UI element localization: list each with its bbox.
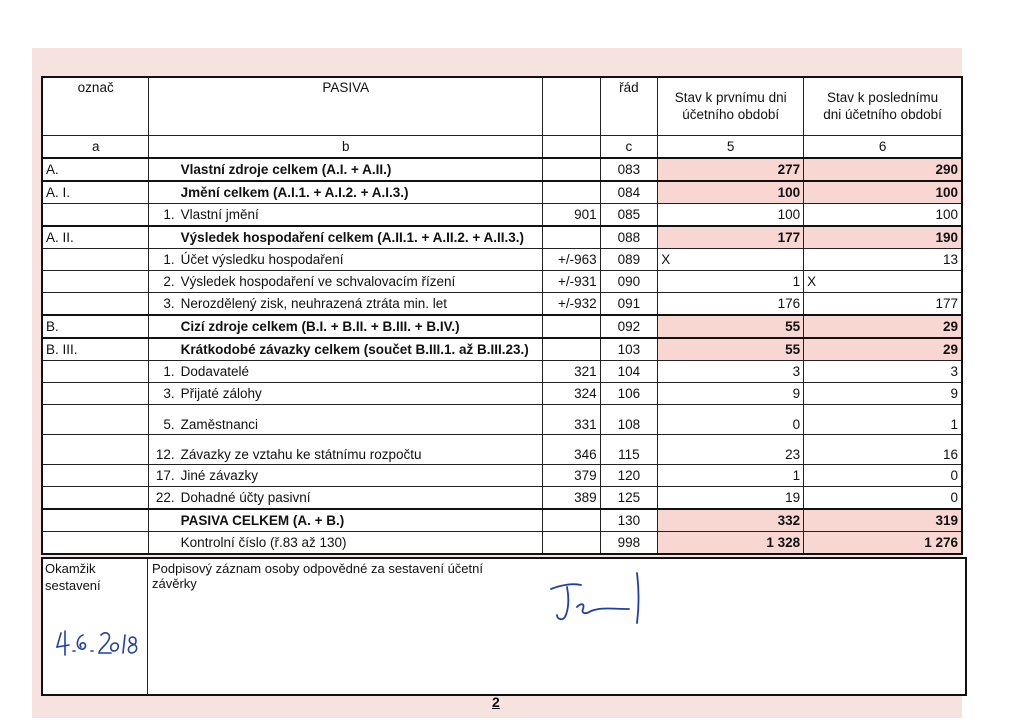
row-oznac: A. II. bbox=[42, 226, 149, 249]
row-account: 379 bbox=[543, 464, 601, 486]
row-value-first: X bbox=[658, 248, 804, 270]
row-value-last: X bbox=[804, 270, 962, 292]
row-value-last: 9 bbox=[804, 382, 962, 404]
row-value-first: 23 bbox=[658, 434, 804, 464]
row-value-first: 9 bbox=[658, 382, 804, 404]
row-value-first: 100 bbox=[658, 181, 804, 204]
row-oznac: B. bbox=[42, 315, 149, 338]
row-number bbox=[149, 226, 178, 249]
row-value-first: 55 bbox=[658, 315, 804, 338]
row-label: Výsledek hospodaření celkem (A.II.1. + A.II.2. + A.II.3.) bbox=[178, 226, 543, 249]
row-rad: 088 bbox=[600, 226, 658, 249]
row-oznac bbox=[42, 248, 149, 270]
row-number: 3. bbox=[149, 382, 178, 404]
row-account: 389 bbox=[543, 486, 601, 509]
row-oznac: A. I. bbox=[42, 181, 149, 204]
row-number: 3. bbox=[149, 292, 178, 315]
row-value-first: 177 bbox=[658, 226, 804, 249]
row-label: Výsledek hospodaření ve schvalovacím řízení bbox=[178, 270, 543, 292]
row-number: 22. bbox=[149, 486, 178, 509]
row-value-last: 100 bbox=[804, 203, 962, 226]
row-rad: 089 bbox=[600, 248, 658, 270]
row-value-first: 332 bbox=[658, 509, 804, 532]
balance-sheet-pasiva bbox=[41, 76, 963, 555]
table-row bbox=[42, 404, 962, 434]
row-value-last: 177 bbox=[804, 292, 962, 315]
col-letter-a bbox=[42, 135, 149, 158]
row-number: 17. bbox=[149, 464, 178, 486]
header-stav-first bbox=[658, 77, 804, 135]
row-account: 346 bbox=[543, 434, 601, 464]
row-value-first: 176 bbox=[658, 292, 804, 315]
row-value-last: 319 bbox=[804, 509, 962, 532]
handwritten-date bbox=[53, 621, 153, 661]
col-letter-6 bbox=[804, 135, 962, 158]
row-value-first: 55 bbox=[658, 338, 804, 361]
row-label: Dohadné účty pasivní bbox=[178, 486, 543, 509]
row-oznac: A. bbox=[42, 158, 149, 181]
table-row bbox=[42, 486, 962, 509]
row-value-last: 3 bbox=[804, 360, 962, 382]
header-row bbox=[42, 77, 962, 135]
row-value-last: 100 bbox=[804, 181, 962, 204]
row-value-last: 0 bbox=[804, 464, 962, 486]
col-letter-6-label: 6 bbox=[878, 138, 887, 154]
row-value-last: 1 276 bbox=[804, 531, 962, 554]
row-label: Kontrolní číslo (ř.83 až 130) bbox=[178, 531, 543, 554]
table-row bbox=[42, 382, 962, 404]
header-pasiva-label: PASIVA bbox=[322, 80, 370, 95]
handwritten-signature bbox=[533, 567, 673, 637]
row-rad: 120 bbox=[600, 464, 658, 486]
row-rad: 091 bbox=[600, 292, 658, 315]
row-label: Dodavatelé bbox=[178, 360, 543, 382]
header-stav-first-line1: Stav k prvnímu dni bbox=[674, 90, 787, 106]
table-row bbox=[42, 360, 962, 382]
row-account bbox=[543, 315, 601, 338]
table-row bbox=[42, 181, 962, 204]
row-oznac bbox=[42, 464, 149, 486]
row-rad: 084 bbox=[600, 181, 658, 204]
podpis-line2: závěrky bbox=[152, 576, 197, 591]
row-rad: 092 bbox=[600, 315, 658, 338]
row-label: Cizí zdroje celkem (B.I. + B.II. + B.III. + B.IV.) bbox=[178, 315, 543, 338]
row-value-last: 190 bbox=[804, 226, 962, 249]
row-account: +/-931 bbox=[543, 270, 601, 292]
row-oznac bbox=[42, 203, 149, 226]
col-letter-5 bbox=[658, 135, 804, 158]
row-value-last: 1 bbox=[804, 404, 962, 434]
header-stav-last bbox=[804, 77, 962, 135]
col-letter-spacer bbox=[543, 135, 601, 158]
header-stav-last-line2: dni účetního období bbox=[823, 107, 942, 123]
header-letters-row bbox=[42, 135, 962, 158]
row-value-last: 29 bbox=[804, 338, 962, 361]
header-stav-first-line2: účetního období bbox=[682, 107, 780, 123]
row-number bbox=[149, 158, 178, 181]
okamzik-sestaveni-cell bbox=[43, 559, 148, 694]
row-number bbox=[149, 509, 178, 532]
col-letter-b bbox=[149, 135, 543, 158]
row-account bbox=[543, 509, 601, 532]
header-rad-label: řád bbox=[619, 80, 639, 95]
row-label: Vlastní zdroje celkem (A.I. + A.II.) bbox=[178, 158, 543, 181]
row-account: +/-932 bbox=[543, 292, 601, 315]
row-rad: 125 bbox=[600, 486, 658, 509]
row-label: Vlastní jmění bbox=[178, 203, 543, 226]
row-value-last: 16 bbox=[804, 434, 962, 464]
table-row bbox=[42, 292, 962, 315]
row-label: Jmění celkem (A.I.1. + A.I.2. + A.I.3.) bbox=[178, 181, 543, 204]
okamzik-line1: Okamžik bbox=[45, 561, 96, 576]
podpis-line1: Podpisový záznam osoby odpovědné za sestavení účetní bbox=[152, 561, 483, 576]
header-oznac-label: označ bbox=[77, 80, 114, 95]
table-row bbox=[42, 270, 962, 292]
row-label: Přijaté zálohy bbox=[178, 382, 543, 404]
row-label: Zaměstnanci bbox=[178, 404, 543, 434]
col-letter-b-label: b bbox=[341, 138, 350, 154]
table-row bbox=[42, 248, 962, 270]
table-row bbox=[42, 531, 962, 554]
row-oznac bbox=[42, 360, 149, 382]
header-spacer bbox=[543, 77, 601, 135]
row-rad: 106 bbox=[600, 382, 658, 404]
row-value-last: 290 bbox=[804, 158, 962, 181]
row-label: Krátkodobé závazky celkem (součet B.III.1. až B.III.23.) bbox=[178, 338, 543, 361]
row-account bbox=[543, 181, 601, 204]
row-number bbox=[149, 338, 178, 361]
row-account: +/-963 bbox=[543, 248, 601, 270]
row-label: Nerozdělený zisk, neuhrazená ztráta min. let bbox=[178, 292, 543, 315]
header-oznac bbox=[42, 77, 149, 135]
row-account bbox=[543, 158, 601, 181]
okamzik-line2: sestavení bbox=[45, 578, 101, 593]
row-number: 2. bbox=[149, 270, 178, 292]
row-oznac: B. III. bbox=[42, 338, 149, 361]
row-oznac bbox=[42, 486, 149, 509]
row-rad: 130 bbox=[600, 509, 658, 532]
row-value-last: 29 bbox=[804, 315, 962, 338]
row-rad: 085 bbox=[600, 203, 658, 226]
table-row bbox=[42, 464, 962, 486]
row-account: 324 bbox=[543, 382, 601, 404]
header-stav-last-line1: Stav k poslednímu bbox=[827, 90, 939, 106]
row-oznac bbox=[42, 531, 149, 554]
header-rad bbox=[600, 77, 658, 135]
row-account bbox=[543, 531, 601, 554]
row-number bbox=[149, 531, 178, 554]
row-value-last: 0 bbox=[804, 486, 962, 509]
signature-box bbox=[41, 557, 967, 696]
row-rad: 103 bbox=[600, 338, 658, 361]
row-value-first: 1 bbox=[658, 270, 804, 292]
table-row bbox=[42, 509, 962, 532]
row-rad: 108 bbox=[600, 404, 658, 434]
table-row bbox=[42, 203, 962, 226]
row-number: 12. bbox=[149, 434, 178, 464]
row-oznac bbox=[42, 404, 149, 434]
row-value-first: 100 bbox=[658, 203, 804, 226]
row-rad: 998 bbox=[600, 531, 658, 554]
row-value-last: 13 bbox=[804, 248, 962, 270]
row-account bbox=[543, 338, 601, 361]
col-letter-a-label: a bbox=[91, 138, 100, 154]
header-pasiva bbox=[149, 77, 543, 135]
table-row bbox=[42, 338, 962, 361]
row-label: Účet výsledku hospodaření bbox=[178, 248, 543, 270]
row-account bbox=[543, 226, 601, 249]
page-number: 2 bbox=[492, 694, 500, 710]
row-value-first: 3 bbox=[658, 360, 804, 382]
row-account: 901 bbox=[543, 203, 601, 226]
col-letter-5-label: 5 bbox=[726, 138, 735, 154]
row-rad: 083 bbox=[600, 158, 658, 181]
row-label: PASIVA CELKEM (A. + B.) bbox=[178, 509, 543, 532]
row-oznac bbox=[42, 292, 149, 315]
row-label: Jiné závazky bbox=[178, 464, 543, 486]
row-oznac bbox=[42, 382, 149, 404]
pasiva-table bbox=[41, 76, 963, 555]
table-row bbox=[42, 434, 962, 464]
table-row bbox=[42, 158, 962, 181]
row-rad: 115 bbox=[600, 434, 658, 464]
row-number bbox=[149, 181, 178, 204]
row-oznac bbox=[42, 509, 149, 532]
table-row bbox=[42, 315, 962, 338]
col-letter-c-label: c bbox=[625, 138, 633, 154]
row-value-first: 19 bbox=[658, 486, 804, 509]
row-number bbox=[149, 315, 178, 338]
row-oznac bbox=[42, 270, 149, 292]
row-number: 1. bbox=[149, 203, 178, 226]
row-account: 321 bbox=[543, 360, 601, 382]
row-rad: 104 bbox=[600, 360, 658, 382]
row-value-first: 0 bbox=[658, 404, 804, 434]
row-label: Závazky ze vztahu ke státnímu rozpočtu bbox=[178, 434, 543, 464]
row-value-first: 277 bbox=[658, 158, 804, 181]
row-oznac bbox=[42, 434, 149, 464]
table-row bbox=[42, 226, 962, 249]
row-number: 5. bbox=[149, 404, 178, 434]
row-rad: 090 bbox=[600, 270, 658, 292]
row-number: 1. bbox=[149, 248, 178, 270]
col-letter-c bbox=[600, 135, 658, 158]
row-number: 1. bbox=[149, 360, 178, 382]
row-value-first: 1 328 bbox=[658, 531, 804, 554]
row-account: 331 bbox=[543, 404, 601, 434]
row-value-first: 1 bbox=[658, 464, 804, 486]
podpisovy-zaznam-cell bbox=[148, 559, 536, 593]
